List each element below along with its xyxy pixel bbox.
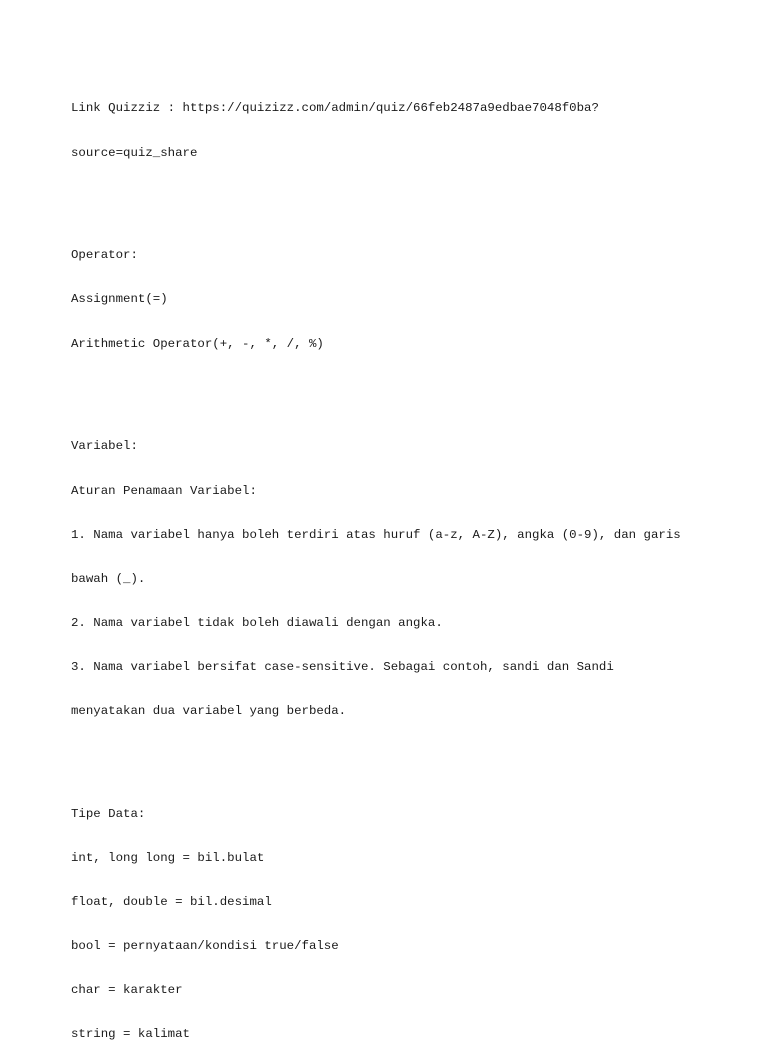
naming-rules-heading: Aturan Penamaan Variabel:: [71, 483, 257, 498]
data-type-item: string = kalimat: [71, 1027, 190, 1042]
quiz-link-text: Link Quizziz : https://quizizz.com/admin/quiz/66feb2487a9edbae7048f0ba?: [71, 101, 599, 116]
arithmetic-operator-text: Arithmetic Operator(+, -, *, /, %): [71, 336, 324, 351]
tipe-data-heading: Tipe Data:: [71, 806, 146, 821]
naming-rule-3-continued: menyatakan dua variabel yang berbeda.: [71, 704, 347, 719]
variabel-heading: Variabel:: [71, 439, 138, 454]
blank-line: [71, 381, 711, 396]
document-body: [71, 72, 711, 1057]
blank-line: [71, 748, 711, 763]
data-type-item: int, long long = bil.bulat: [71, 851, 265, 866]
operator-heading: Operator:: [71, 248, 138, 263]
naming-rule-2: 2. Nama variabel tidak boleh diawali dengan angka.: [71, 615, 443, 630]
naming-rule-3: 3. Nama variabel bersifat case-sensitive. Sebagai contoh, sandi dan Sandi: [71, 659, 614, 674]
data-type-item: char = karakter: [71, 983, 183, 998]
naming-rule-1: 1. Nama variabel hanya boleh terdiri atas huruf (a-z, A-Z), angka (0-9), dan garis: [71, 527, 681, 542]
assignment-operator-text: Assignment(=): [71, 292, 168, 307]
data-type-item: bool = pernyataan/kondisi true/false: [71, 939, 339, 954]
data-type-item: float, double = bil.desimal: [71, 895, 272, 910]
quiz-link-text-continued: source=quiz_share: [71, 145, 198, 160]
blank-line: [71, 190, 711, 205]
naming-rule-1-continued: bawah (_).: [71, 571, 146, 586]
